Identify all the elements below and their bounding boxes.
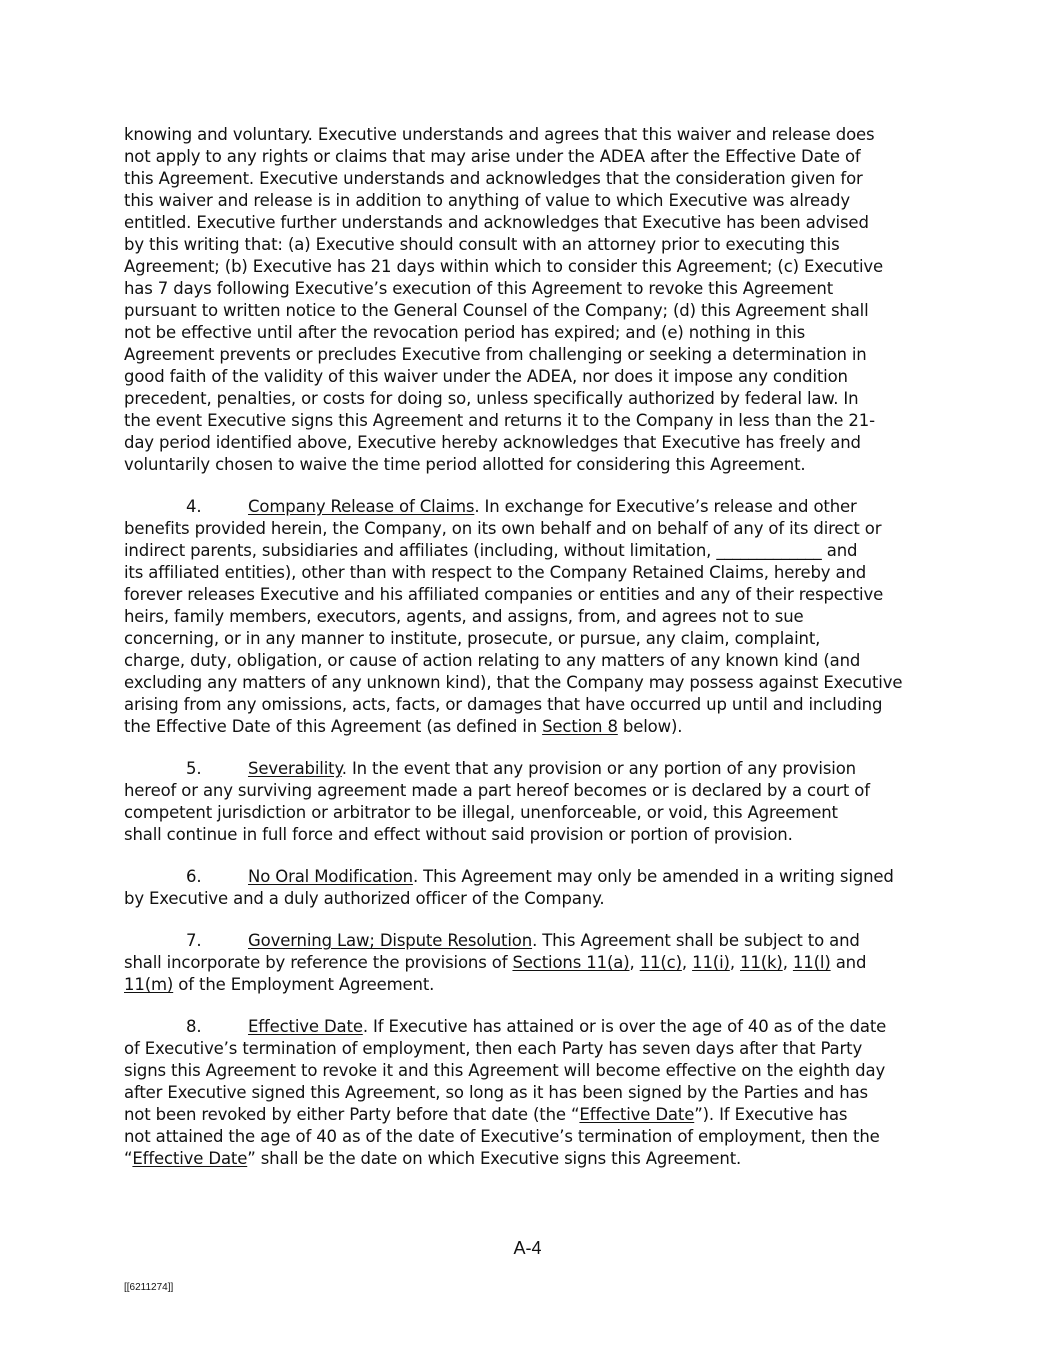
text-line: competent jurisdiction or arbitrator to be illegal, unenforceable, or void, this Agreement bbox=[124, 803, 838, 822]
text-line: voluntarily chosen to waive the time period allotted for considering this Agreement. bbox=[124, 455, 806, 474]
text-line: arising from any omissions, acts, facts, or damages that have occurred up until and including bbox=[124, 695, 883, 714]
text-line: excluding any matters of any unknown kind), that the Company may possess against Executive bbox=[124, 673, 903, 692]
section-number: 4. bbox=[186, 497, 202, 516]
separator: , bbox=[681, 953, 693, 972]
section-5-paragraph bbox=[124, 758, 934, 846]
text-line: after Executive signed this Agreement, so long as it has been signed by the Parties and has bbox=[124, 1083, 868, 1102]
section-text: the Effective Date of this Agreement (as defined in bbox=[124, 717, 543, 736]
text-line: concerning, or in any manner to institute, prosecute, or pursue, any claim, complaint, bbox=[124, 629, 821, 648]
section-number: 6. bbox=[186, 867, 202, 886]
section-5-first-line bbox=[124, 758, 934, 780]
document-id: [[6211274]] bbox=[124, 1282, 174, 1293]
section-text: “ bbox=[124, 1149, 133, 1168]
section-text: below). bbox=[617, 717, 683, 736]
waiver-continuation-paragraph bbox=[124, 124, 934, 476]
text-line: not be effective until after the revocation period has expired; and (e) nothing in this bbox=[124, 323, 806, 342]
text-line: indirect parents, subsidiaries and affiliates (including, without limitation, _____________ and bbox=[124, 541, 858, 560]
section-reference: 11(l) bbox=[792, 953, 831, 972]
text-line: heirs, family members, executors, agents, and assigns, from, and agrees not to sue bbox=[124, 607, 804, 626]
text-line: signs this Agreement to revoke it and this Agreement will become effective on the eighth day bbox=[124, 1061, 886, 1080]
section-text: ”). If Executive has bbox=[694, 1105, 848, 1124]
defined-term: Effective Date bbox=[579, 1105, 695, 1124]
text-line: good faith of the validity of this waiver under the ADEA, nor does it impose any condition bbox=[124, 367, 848, 386]
section-text: not been revoked by either Party before that date (the “ bbox=[124, 1105, 580, 1124]
separator: , bbox=[729, 953, 741, 972]
section-4-first-line bbox=[124, 496, 934, 518]
section-reference: 11(m) bbox=[124, 975, 174, 994]
section-text: of the Employment Agreement. bbox=[173, 975, 435, 994]
section-8-paragraph bbox=[124, 1016, 934, 1170]
section-heading: No Oral Modification bbox=[248, 867, 413, 886]
section-text: ” shall be the date on which Executive signs this Agreement. bbox=[247, 1149, 742, 1168]
section-text: . If Executive has attained or is over the age of 40 as of the date bbox=[362, 1017, 887, 1036]
text-line: day period identified above, Executive hereby acknowledges that Executive has freely and bbox=[124, 433, 861, 452]
section-text: . This Agreement shall be subject to and bbox=[532, 931, 860, 950]
section-text: . In exchange for Executive’s release and other bbox=[474, 497, 857, 516]
text-line: shall continue in full force and effect without said provision or portion of provision. bbox=[124, 825, 793, 844]
page-number: A-4 bbox=[513, 1238, 542, 1258]
text-line: charge, duty, obligation, or cause of action relating to any matters of any known kind (and bbox=[124, 651, 861, 670]
section-reference: 11(i) bbox=[692, 953, 730, 972]
section-8-last-line bbox=[124, 1148, 934, 1170]
section-text: . In the event that any provision or any portion of any provision bbox=[341, 759, 856, 778]
text-line: its affiliated entities), other than with respect to the Company Retained Claims, hereby and bbox=[124, 563, 867, 582]
section-7-first-line bbox=[124, 930, 934, 952]
section-heading: Effective Date bbox=[248, 1017, 363, 1036]
section-number: 5. bbox=[186, 759, 202, 778]
section-number: 7. bbox=[186, 931, 202, 950]
section-reference: 11(k) bbox=[740, 953, 783, 972]
section-heading: Company Release of Claims bbox=[248, 497, 475, 516]
text-line: forever releases Executive and his affiliated companies or entities and any of their respective bbox=[124, 585, 884, 604]
section-7-second-line bbox=[124, 952, 934, 974]
section-text: . This Agreement may only be amended in a writing signed bbox=[412, 867, 894, 886]
section-heading: Severability bbox=[248, 759, 342, 778]
section-8-first-line bbox=[124, 1016, 934, 1038]
section-text: and bbox=[830, 953, 867, 972]
section-6-first-line bbox=[124, 866, 934, 888]
section-4-paragraph bbox=[124, 496, 934, 738]
section-4-last-line bbox=[124, 716, 934, 738]
text-line: has 7 days following Executive’s execution of this Agreement to revoke this Agreement bbox=[124, 279, 834, 298]
section-number: 8. bbox=[186, 1017, 202, 1036]
text-line: of Executive’s termination of employment, then each Party has seven days after that Party bbox=[124, 1039, 863, 1058]
text-line: hereof or any surviving agreement made a part hereof becomes or is declared by a court of bbox=[124, 781, 870, 800]
agreement-body bbox=[124, 124, 934, 1190]
section-reference: Sections 11(a) bbox=[512, 953, 630, 972]
text-line: Agreement; (b) Executive has 21 days within which to consider this Agreement; (c) Executive bbox=[124, 257, 883, 276]
text-line: the event Executive signs this Agreement and returns it to the Company in less than the 21- bbox=[124, 411, 875, 430]
text-line: pursuant to written notice to the General Counsel of the Company; (d) this Agreement shall bbox=[124, 301, 869, 320]
section-7-paragraph bbox=[124, 930, 934, 996]
separator: , bbox=[629, 953, 640, 972]
text-line: entitled. Executive further understands and acknowledges that Executive has been advised bbox=[124, 213, 869, 232]
section-7-third-line bbox=[124, 974, 934, 996]
section-reference: 11(c) bbox=[639, 953, 682, 972]
section-heading: Governing Law; Dispute Resolution bbox=[248, 931, 533, 950]
defined-term: Effective Date bbox=[132, 1149, 248, 1168]
text-line: benefits provided herein, the Company, on its own behalf and on behalf of any of its direct or bbox=[124, 519, 882, 538]
text-line: precedent, penalties, or costs for doing so, unless specifically authorized by federal law. In bbox=[124, 389, 859, 408]
section-8-fifth-line bbox=[124, 1104, 934, 1126]
section-8-reference: Section 8 bbox=[542, 717, 618, 736]
text-line: Agreement prevents or precludes Executive from challenging or seeking a determination in bbox=[124, 345, 867, 364]
separator: , bbox=[782, 953, 793, 972]
text-line: by Executive and a duly authorized officer of the Company. bbox=[124, 889, 605, 908]
text-line: not attained the age of 40 as of the date of Executive’s termination of employment, then the bbox=[124, 1127, 880, 1146]
text-line: knowing and voluntary. Executive understands and agrees that this waiver and release does bbox=[124, 125, 875, 144]
text-line: this Agreement. Executive understands and acknowledges that the consideration given for bbox=[124, 169, 863, 188]
text-line: this waiver and release is in addition to anything of value to which Executive was already bbox=[124, 191, 850, 210]
text-line: by this writing that: (a) Executive should consult with an attorney prior to executing this bbox=[124, 235, 840, 254]
section-6-paragraph bbox=[124, 866, 934, 910]
text-line: not apply to any rights or claims that may arise under the ADEA after the Effective Date of bbox=[124, 147, 861, 166]
section-text: shall incorporate by reference the provisions of bbox=[124, 953, 513, 972]
